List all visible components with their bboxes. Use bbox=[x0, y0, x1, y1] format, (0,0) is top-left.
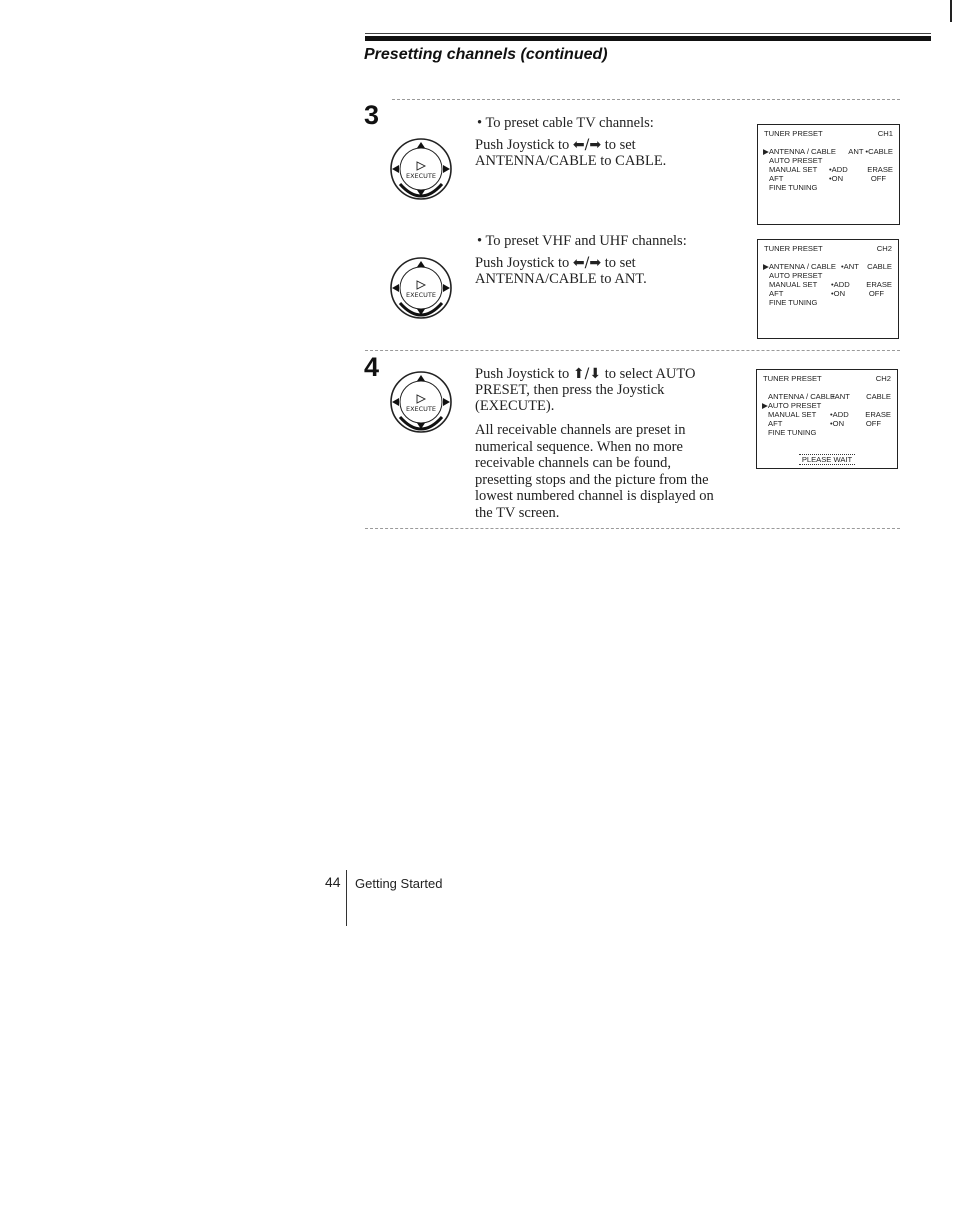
step3-top-divider bbox=[392, 99, 900, 100]
joystick-left-right-icon-2 bbox=[388, 255, 454, 321]
step4-para-line: the TV screen. bbox=[475, 504, 560, 521]
joystick-execute-label: EXECUTE bbox=[405, 172, 437, 180]
tuner-preset-screen-1 bbox=[757, 124, 900, 225]
screen-2-row-aft: AFT •ON OFF bbox=[769, 289, 884, 298]
step3-vhf-line1 bbox=[475, 255, 636, 272]
step3-vhf-push-prefix: Push Joystick to bbox=[475, 255, 570, 271]
step4-para-line: lowest numbered channel is displayed on bbox=[475, 488, 714, 504]
header-rule-thin bbox=[365, 33, 931, 34]
tuner-preset-screen-3 bbox=[756, 369, 898, 469]
joystick-left-right-icon bbox=[388, 136, 454, 202]
joystick-up-down-icon bbox=[388, 369, 454, 435]
screen-2-title: TUNER PRESET bbox=[764, 244, 823, 253]
screen-3-row-manual-set: MANUAL SET •ADD ERASE bbox=[768, 410, 891, 419]
step4-para-line: receivable channels can be found, bbox=[475, 455, 672, 471]
footer-rule bbox=[346, 870, 347, 926]
screen-1-row-antenna: ▶ANTENNA / CABLE ANT •CABLE bbox=[763, 147, 893, 156]
screen-2-channel: CH2 bbox=[876, 244, 892, 253]
joystick-execute-label: EXECUTE bbox=[405, 405, 437, 413]
screen-3-header bbox=[763, 375, 891, 384]
step-number-4: 4 bbox=[364, 352, 380, 382]
step4-para-line: numerical sequence. When no more bbox=[475, 438, 683, 455]
step4-para-line: presetting stops and the picture from the bbox=[475, 471, 709, 488]
step4-paragraph bbox=[475, 422, 714, 521]
step-number-3: 3 bbox=[364, 100, 380, 130]
step4-top-divider bbox=[365, 350, 900, 351]
screen-3-row-aft: AFT •ON OFF bbox=[768, 419, 881, 428]
header-rule bbox=[365, 36, 931, 41]
screen-1-header bbox=[764, 130, 893, 139]
screen-2-row-auto-preset: AUTO PRESET bbox=[769, 271, 823, 280]
screen-1-channel: CH1 bbox=[877, 129, 893, 138]
step3-cable-bullet: • To preset cable TV channels: bbox=[477, 115, 654, 131]
left-right-arrow-icon: ⬅/➡ bbox=[572, 255, 602, 271]
step3-vhf-push-suffix: to set bbox=[604, 255, 636, 271]
step3-vhf-line2: ANTENNA/CABLE to ANT. bbox=[475, 271, 647, 287]
screen-1-title: TUNER PRESET bbox=[764, 129, 823, 138]
step4-push-prefix: Push Joystick to bbox=[475, 366, 570, 382]
screen-3-row-fine-tuning: FINE TUNING bbox=[768, 428, 817, 437]
step3-cable-line1 bbox=[475, 137, 636, 154]
screen-3-title: TUNER PRESET bbox=[763, 374, 822, 383]
up-down-arrow-icon: ⬆/⬇ bbox=[572, 366, 602, 382]
screen-1-row-aft: AFT •ON OFF bbox=[769, 174, 886, 183]
step3-cable-line2: ANTENNA/CABLE to CABLE. bbox=[475, 153, 667, 169]
screen-2-row-manual-set: MANUAL SET •ADD ERASE bbox=[769, 280, 892, 289]
please-wait-status: PLEASE WAIT bbox=[757, 456, 897, 465]
step4-para-line: All receivable channels are preset in bbox=[475, 422, 686, 438]
screen-1-row-auto-preset: AUTO PRESET bbox=[769, 156, 823, 165]
left-right-arrow-icon: ⬅/➡ bbox=[572, 137, 602, 153]
screen-3-channel: CH2 bbox=[875, 374, 891, 383]
screen-2-row-antenna: ▶ANTENNA / CABLE •ANT CABLE bbox=[763, 262, 892, 271]
screen-1-row-manual-set: MANUAL SET •ADD ERASE bbox=[769, 165, 893, 174]
tuner-preset-screen-2 bbox=[757, 239, 899, 339]
step3-cable-push-suffix: to set bbox=[604, 137, 636, 153]
footer-section: Getting Started bbox=[355, 876, 443, 891]
screen-2-header bbox=[764, 245, 892, 254]
step4-push-suffix: to select AUTO bbox=[604, 366, 696, 382]
screen-3-row-auto-preset: ▶AUTO PRESET bbox=[762, 401, 822, 410]
step4-line2: PRESET, then press the Joystick bbox=[475, 382, 665, 398]
page-edge-mark bbox=[950, 0, 952, 22]
section-title: Presetting channels (continued) bbox=[364, 46, 608, 63]
screen-1-row-fine-tuning: FINE TUNING bbox=[769, 183, 818, 192]
step3-cable-push-prefix: Push Joystick to bbox=[475, 137, 570, 153]
step4-line3: (EXECUTE). bbox=[475, 398, 555, 414]
screen-2-row-fine-tuning: FINE TUNING bbox=[769, 298, 818, 307]
step4-line1 bbox=[475, 366, 695, 383]
step3-vhf-bullet: • To preset VHF and UHF channels: bbox=[477, 233, 687, 249]
page-number: 44 bbox=[325, 874, 341, 890]
screen-3-row-antenna: ANTENNA / CABLE •ANT CABLE bbox=[768, 392, 891, 401]
joystick-execute-label: EXECUTE bbox=[405, 291, 437, 299]
step4-bottom-divider bbox=[365, 528, 900, 529]
